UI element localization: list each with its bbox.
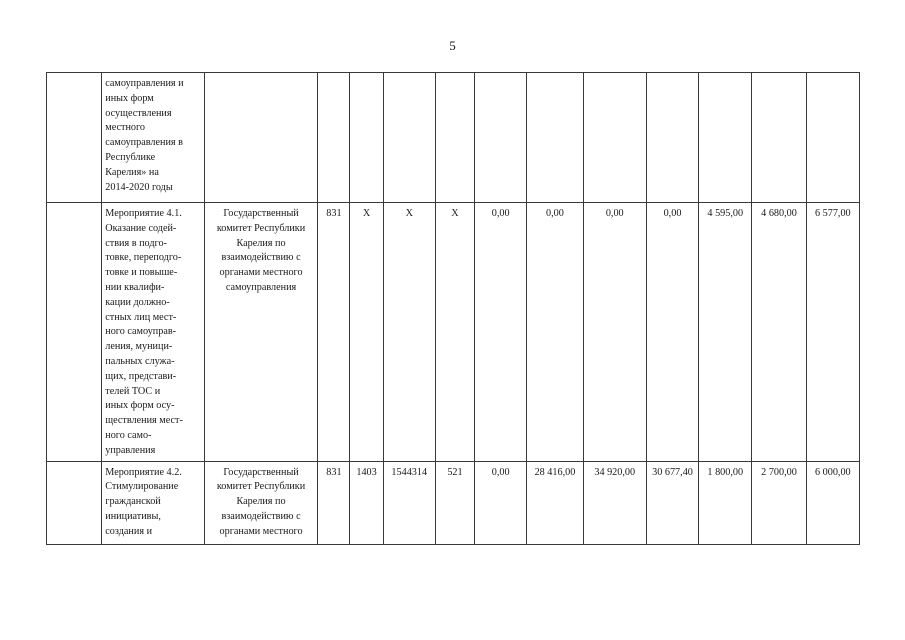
grbs-cell [318, 73, 350, 203]
grbs-cell: 831 [318, 461, 350, 544]
status-cell [47, 203, 102, 462]
value-cell: 0,00 [583, 203, 646, 462]
table-row [47, 203, 860, 462]
executor-cell: Государственный комитет Республики Карелия по взаимодействию с органами местного самоуправления [204, 203, 318, 462]
name-cell: Мероприятие 4.1. Оказание содей- ствия в подго- товке, переподго- товке и повыше- нии квалифи- кации должно- стных лиц мест- ного самоуправ- ления, муници- пальных служа- щих, представи- телей ТОС и иных форм осу- ществления мест- ного само- управления [102, 203, 205, 462]
value-cell: 0,00 [527, 203, 583, 462]
value-cell: 6 577,00 [806, 203, 859, 462]
value-cell [646, 73, 698, 203]
grbs-cell: 831 [318, 203, 350, 462]
value-cell [752, 73, 806, 203]
value-cell: 0,00 [475, 461, 527, 544]
vr-cell [435, 73, 474, 203]
vr-cell: 521 [435, 461, 474, 544]
name-cell: самоуправления и иных форм осуществления местного самоуправления в Республике Карелия» на 2014-2020 годы [102, 73, 205, 203]
table-row [47, 73, 860, 203]
executor-cell: Государственный комитет Республики Карелия по взаимодействию с органами местного [204, 461, 318, 544]
value-cell [475, 73, 527, 203]
value-cell: 2 700,00 [752, 461, 806, 544]
vr-cell: Х [435, 203, 474, 462]
value-cell: 6 000,00 [806, 461, 859, 544]
status-cell [47, 461, 102, 544]
status-cell [47, 73, 102, 203]
value-cell: 1 800,00 [699, 461, 752, 544]
csr-cell: 1544314 [383, 461, 435, 544]
budget-table [46, 72, 860, 545]
value-cell: 28 416,00 [527, 461, 583, 544]
value-cell: 4 595,00 [699, 203, 752, 462]
csr-cell [383, 73, 435, 203]
executor-cell [204, 73, 318, 203]
rz-pr-cell: Х [350, 203, 383, 462]
name-cell: Мероприятие 4.2. Стимулирование гражданской инициативы, создания и [102, 461, 205, 544]
value-cell: 0,00 [646, 203, 698, 462]
value-cell [583, 73, 646, 203]
value-cell: 30 677,40 [646, 461, 698, 544]
value-cell: 0,00 [475, 203, 527, 462]
page-number: 5 [449, 38, 456, 53]
value-cell [806, 73, 859, 203]
value-cell [527, 73, 583, 203]
rz-pr-cell: 1403 [350, 461, 383, 544]
table-row [47, 461, 860, 544]
rz-pr-cell [350, 73, 383, 203]
csr-cell: Х [383, 203, 435, 462]
value-cell: 34 920,00 [583, 461, 646, 544]
value-cell [699, 73, 752, 203]
value-cell: 4 680,00 [752, 203, 806, 462]
